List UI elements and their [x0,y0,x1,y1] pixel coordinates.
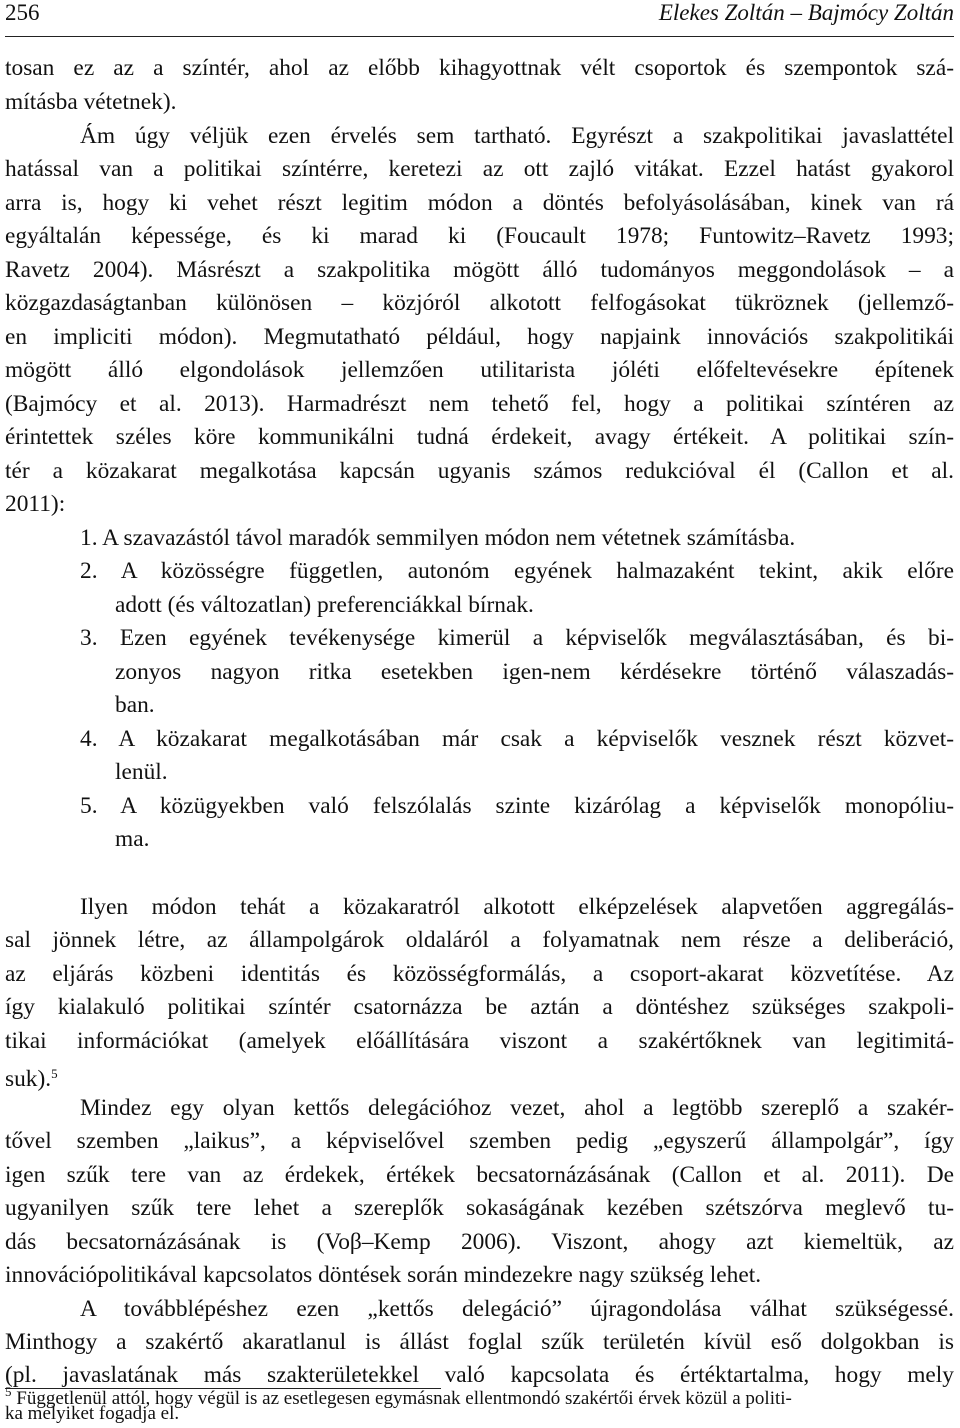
body-line: Ilyen módon tehát a közakaratról alkotott elképzelések alapvetően aggregálás- [80,894,954,920]
body-line: sal jönnek létre, az állampolgárok oldaláról a folyamatnak nem része a deliberáció, [5,927,954,953]
list-item: 4. A közakarat megalkotásában már csak a képviselők vesznek részt közvet- [80,726,954,752]
running-header [5,0,954,37]
list-item: 5. A közügyekben való felszólalás szinte kizárólag a képviselők monopóliu- [80,793,954,819]
body-line: közgazdaságtanban különösen – közjóról alkotott felfogásokat tükröznek (jellemző- [5,290,954,316]
list-item-continuation: zonyos nagyon ritka esetekben igen-nem kérdésekre történő válaszadás- [115,659,954,685]
body-line: igen szűk tere van az érdekek, értékek becsatornázásának (Callon et al. 2011). De [5,1162,954,1188]
body-line: tér a közakarat megalkotása kapcsán ugyanis számos redukcióval él (Callon et al. [5,458,954,484]
body-line: hatással van a politikai színtérre, keretezi az ott zajló vitákat. Ezzel hatást gyakorol [5,156,954,182]
footnote-marker: 5 [5,1384,12,1399]
body-line: Minthogy a szakértő akaratlanul is állást foglal szűk területén kívül eső dolgokban is [5,1329,954,1355]
body-line: 2011): [5,491,66,517]
list-item-continuation: lenül. [115,759,168,785]
body-line: mításba vétetnek). [5,89,177,115]
body-line: így kialakuló politikai színtér csatornázza be aztán a döntéshez szükséges szakpoli- [5,994,954,1020]
body-line: ugyanilyen szűk tere lehet a szereplők sokaságának kezében szétszórva meglevő tu- [5,1195,954,1221]
body-line: innovációpolitikával kapcsolatos döntések során mindezekre nagy szükség lehet. [5,1262,762,1288]
body-line: Mindez egy olyan kettős delegációhoz vezet, ahol a legtöbb szereplő a szakér- [80,1095,954,1121]
body-line: tikai információkat (amelyek előállítására viszont a szakértőknek van legitimitá- [5,1028,954,1054]
body-line: Ám úgy véljük ezen érvelés sem tartható. Egyrészt a szakpolitikai javaslattétel [80,123,954,149]
list-item-continuation: adott (és változatlan) preferenciákkal bírnak. [115,592,534,618]
list-item-continuation: ban. [115,692,155,718]
body-line-text: suk). [5,1066,52,1092]
page-number: 256 [5,0,40,25]
body-line: tővel szemben „laikus”, a képviselővel szemben pedig „egyszerű állampolgár”, így [5,1128,954,1154]
footnote-line: ka melyiket fogadja el. [5,1403,180,1424]
list-item: 3. Ezen egyének tevékenysége kimerül a képviselők megválasztásában, és bi- [80,625,954,651]
body-line: tosan ez az a színtér, ahol az előbb kihagyottnak vélt csoportok és szempontok szá- [5,55,954,81]
body-line: (Bajmócy et al. 2013). Harmadrészt nem tehető fel, hogy a politikai színtéren az [5,391,954,417]
list-item: 2. A közösségre független, autonóm egyének halmazaként tekint, akik előre [80,558,954,584]
body-line: egyáltalán képessége, és ki marad ki (Foucault 1978; Funtowitz–Ravetz 1993; [5,223,954,249]
body-line: érintettek széles köre kommunikálni tudná érdekeit, avagy értékeit. A politikai szín- [5,424,954,450]
body-line: arra is, hogy ki vehet részt legitim módon a döntés befolyásolásában, kinek van rá [5,190,954,216]
body-line: Ravetz 2004). Másrészt a szakpolitika mögött álló tudományos meggondolások – a [5,257,954,283]
body-line: az eljárás közbeni identitás és közösségformálás, a csoport-akarat közvetítése. Az [5,961,954,987]
body-line: en impliciti módon). Megmutatható például, hogy napjaink innovációs szakpolitikái [5,324,954,350]
body-line: (pl. javaslatának más szakterületekkel való kapcsolata és értéktartalma, hogy mely [5,1362,954,1388]
list-item: 1. A szavazástól távol maradók semmilyen módon nem vétetnek számításba. [80,525,796,551]
body-line [5,1061,954,1092]
body-line: A továbblépéshez ezen „kettős delegáció” újragondolása válhat szükségessé. [80,1296,954,1322]
list-item-continuation: ma. [115,826,150,852]
footnote-text: Függetlenül attól, hogy végül is az esetlegesen egymásnak ellentmondó szakértői érvek közül a politi- [16,1388,792,1409]
body-line: mögött álló elgondolások jellemzően utilitarista jóléti előfeltevésekre építenek [5,357,954,383]
running-header-authors: Elekes Zoltán – Bajmócy Zoltán [658,0,954,25]
footnote-reference[interactable]: 5 [51,1066,58,1081]
body-line: dás becsatornázásának is (Voβ–Kemp 2006). Viszont, ahogy azt kiemeltük, az [5,1229,954,1255]
